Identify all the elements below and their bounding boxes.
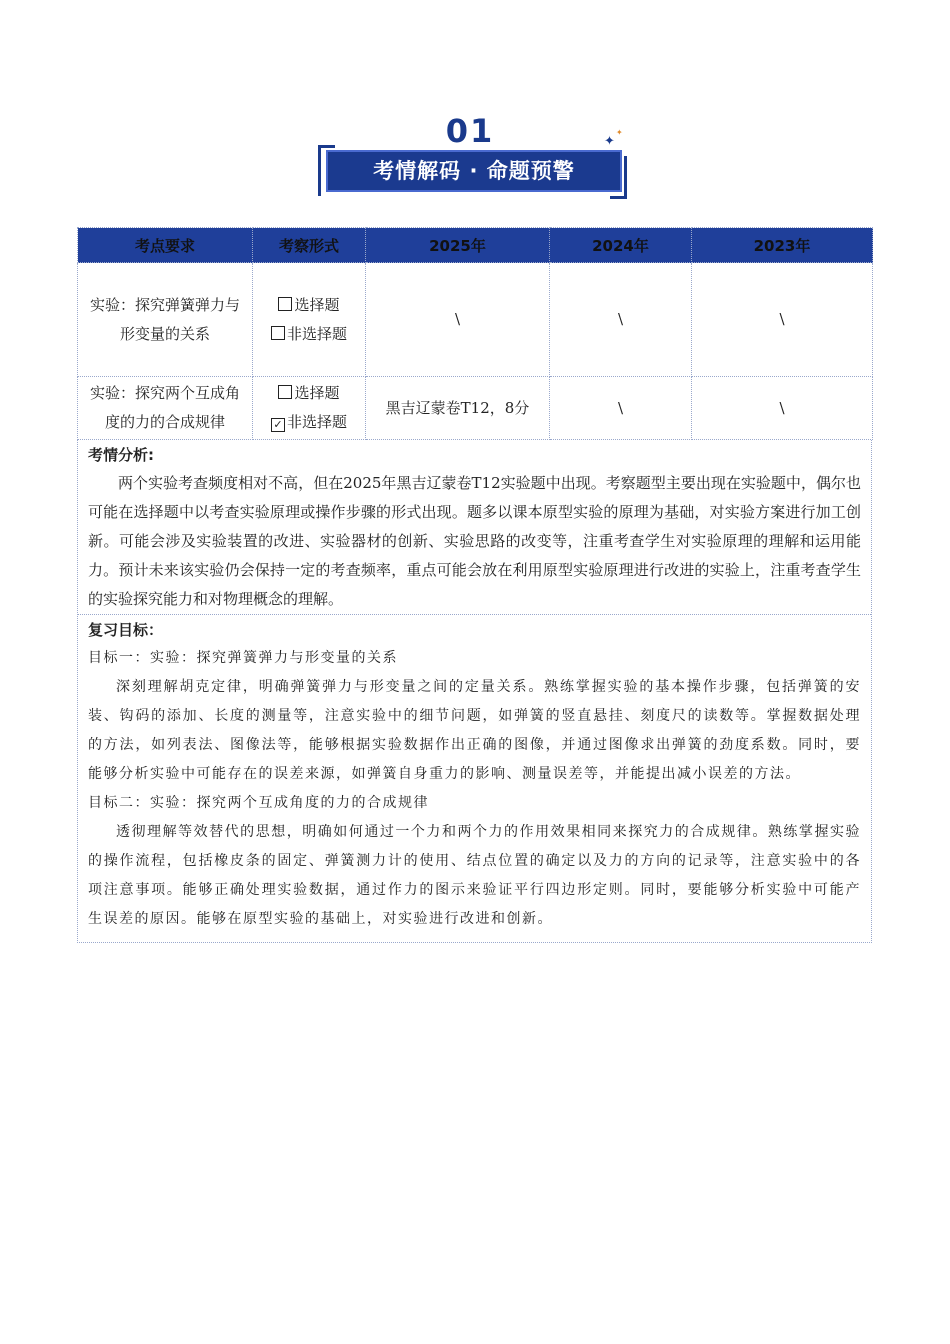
option-label: 选择题 [294, 384, 340, 402]
goal-two-title: 目标二：实验：探究两个互成角度的力的合成规律 [88, 795, 429, 811]
sparkle-dot-icon: ✦ [616, 128, 623, 137]
table-row [78, 263, 873, 377]
goal-two-text: 透彻理解等效替代的思想，明确如何通过一个力和两个力的作用效果相同来探究力的合成规律。熟练掌握实验的操作流程，包括橡皮条的固定、弹簧测力计的使用、结点位置的确定以及力的方向的记录等，注意实验中的各项注意事项。能够正确处理实验数据，通过作力的图示来验证平行四边形定则。同时，要能够分析实验中可能产生误差的原因。能够在原型实验的基础上，对实验进行改进和创新。 [88, 824, 861, 927]
year-2024-cell: \ [550, 377, 692, 440]
option-label: 非选择题 [286, 324, 347, 343]
checkbox-icon [271, 326, 285, 340]
year-2023-cell: \ [692, 263, 873, 377]
section-number: 01 [445, 112, 495, 150]
option-label: 非选择题 [286, 413, 347, 431]
checked-checkbox-icon: ✓ [271, 418, 285, 432]
option-label: 选择题 [294, 295, 340, 314]
section-header [310, 112, 630, 202]
column-header: 2024年 [550, 228, 692, 263]
year-2025-cell: \ [366, 263, 550, 377]
checkbox-icon [278, 385, 292, 399]
goals-heading: 复习目标： [88, 621, 164, 639]
sparkle-icon: ✦ [604, 134, 615, 149]
goal-one-title: 目标一：实验：探究弹簧弹力与形变量的关系 [88, 650, 398, 666]
format-cell [253, 377, 366, 440]
checkbox-icon [278, 297, 292, 311]
topic-cell: 实验：探究两个互成角度的力的合成规律 [78, 377, 253, 440]
year-2023-cell: \ [692, 377, 873, 440]
section-banner: 考情解码 · 命题预警 [326, 150, 622, 192]
goal-one-text: 深刻理解胡克定律，明确弹簧弹力与形变量之间的定量关系。熟练掌握实验的基本操作步骤，包括弹簧的安装、钩码的添加、长度的测量等，注意实验中的细节问题，如弹簧的竖直悬挂、刻度尺的读数等。掌握数据处理的方法，如列表法、图像法等，能够根据实验数据作出正确的图像，并通过图像求出弹簧的劲度系数。同时，要能够分析实验中可能存在的误差来源，如弹簧自身重力的影响、测量误差等，并能提出减小误差的方法。 [88, 679, 861, 782]
content-area [77, 227, 872, 943]
year-2024-cell: \ [550, 263, 692, 377]
format-cell [253, 263, 366, 377]
table-header-row [78, 228, 873, 263]
year-2025-cell: 黑吉辽蒙卷T12，8分 [366, 377, 550, 440]
column-header: 2023年 [692, 228, 873, 263]
column-header: 考点要求 [78, 228, 253, 263]
analysis-heading: 考情分析: [88, 446, 154, 464]
analysis-text: 两个实验考查频度相对不高，但在2025年黑吉辽蒙卷T12实验题中出现。考察题型主要出现在实验题中，偶尔也可能在选择题中以考查实验原理或操作步骤的形式出现。题多以课本原型实验的原理为基础，对实验方案进行加工创新。可能会涉及实验装置的改进、实验器材的创新、实验思路的改变等，注重考查学生对实验原理的理解和运用能力。预计未来该实验仍会保持一定的考查频率，重点可能会放在利用原型实验原理进行改进的实验上，注重考查学生的实验探究能力和对物理概念的理解。 [88, 474, 861, 608]
column-header: 2025年 [366, 228, 550, 263]
exam-table [77, 227, 873, 440]
column-header: 考察形式 [253, 228, 366, 263]
topic-cell: 实验：探究弹簧弹力与形变量的关系 [78, 263, 253, 377]
analysis-box [77, 440, 872, 943]
table-row [78, 377, 873, 440]
